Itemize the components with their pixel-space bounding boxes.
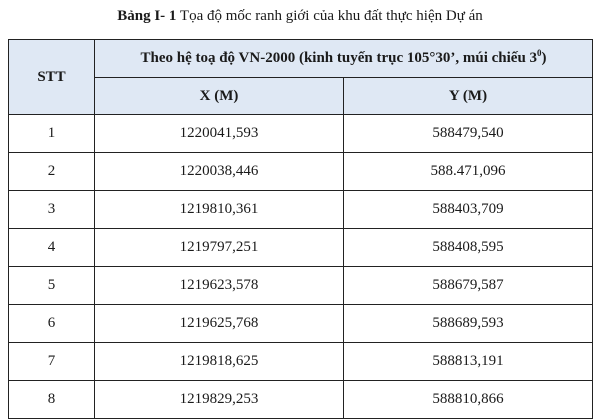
table-row <box>9 267 593 305</box>
coordinate-system-header-sup: 0 <box>537 48 542 58</box>
x-cell: 1220038,446 <box>95 153 344 191</box>
x-cell: 1219625,768 <box>95 305 344 343</box>
table-row <box>9 115 593 153</box>
stt-cell: 6 <box>9 305 95 343</box>
table-row <box>9 305 593 343</box>
x-cell: 1219797,251 <box>95 229 344 267</box>
coordinate-system-header-end: ) <box>541 50 547 66</box>
y-cell: 588403,709 <box>344 191 593 229</box>
table-caption <box>0 6 600 26</box>
stt-header: STT <box>9 40 95 115</box>
y-cell: 588810,866 <box>344 381 593 419</box>
y-cell: 588408,595 <box>344 229 593 267</box>
table-row <box>9 153 593 191</box>
x-cell: 1219810,361 <box>95 191 344 229</box>
y-cell: 588679,587 <box>344 267 593 305</box>
y-cell: 588479,540 <box>344 115 593 153</box>
stt-cell: 4 <box>9 229 95 267</box>
stt-cell: 1 <box>9 115 95 153</box>
stt-cell: 7 <box>9 343 95 381</box>
stt-cell: 3 <box>9 191 95 229</box>
x-cell: 1219623,578 <box>95 267 344 305</box>
table-row <box>9 381 593 419</box>
y-cell: 588689,593 <box>344 305 593 343</box>
coordinate-table <box>8 39 593 419</box>
coordinate-system-header <box>95 40 593 78</box>
stt-cell: 5 <box>9 267 95 305</box>
table-row <box>9 191 593 229</box>
stt-cell: 2 <box>9 153 95 191</box>
table-body <box>9 115 593 419</box>
table-row <box>9 229 593 267</box>
table-row <box>9 343 593 381</box>
y-cell: 588813,191 <box>344 343 593 381</box>
x-cell: 1219829,253 <box>95 381 344 419</box>
coordinate-system-header-text: Theo hệ toạ độ VN-2000 (kinh tuyến trục 105°30’, múi chiếu 3 <box>140 50 538 66</box>
x-cell: 1219818,625 <box>95 343 344 381</box>
x-header: X (M) <box>95 78 344 115</box>
stt-cell: 8 <box>9 381 95 419</box>
x-cell: 1220041,593 <box>95 115 344 153</box>
caption-text: Tọa độ mốc ranh giới của khu đất thực hiện Dự án <box>176 8 483 24</box>
y-header: Y (M) <box>344 78 593 115</box>
caption-label: Bảng I- 1 <box>117 8 177 24</box>
y-cell: 588.471,096 <box>344 153 593 191</box>
